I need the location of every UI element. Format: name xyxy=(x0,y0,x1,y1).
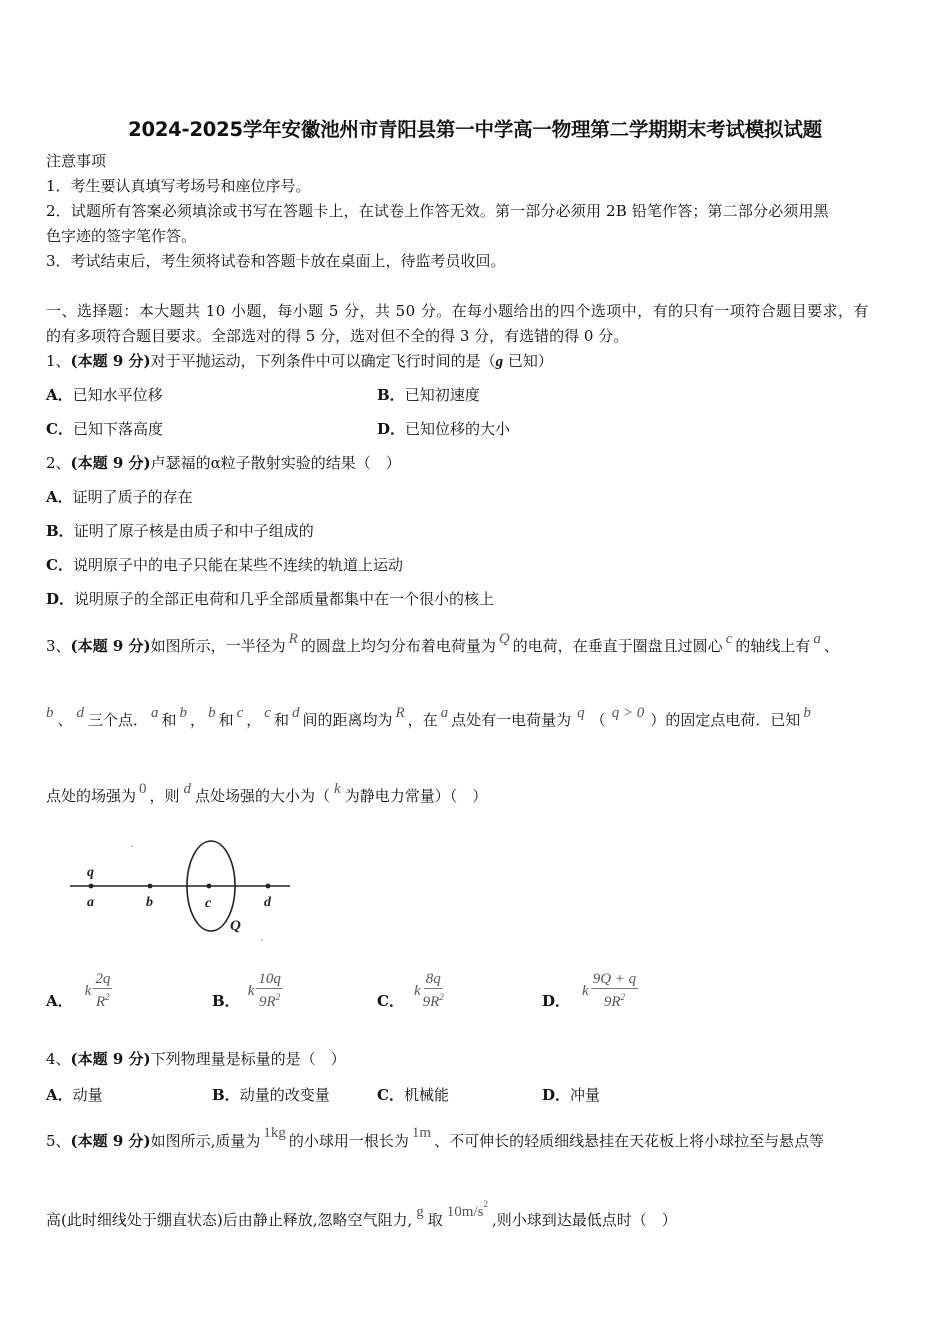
question-number: 4、 xyxy=(46,1050,71,1068)
numerator: 8q xyxy=(425,971,441,987)
option-c[interactable] xyxy=(46,419,163,439)
option-key: D． xyxy=(542,992,571,1010)
math-symbol: Q xyxy=(498,631,510,647)
math-symbol: R xyxy=(395,705,405,721)
question-tag: (本题 9 分) xyxy=(70,454,151,472)
section-intro: 一、选择题：本大题共 10 小题，每小题 5 分，共 50 分。在每小题给出的四个选项中，有的只有一项符合题目要求，有 xyxy=(46,302,869,320)
question-5 xyxy=(46,1125,825,1152)
question-3 xyxy=(46,631,839,657)
notice-item: 2．试题所有答案必须填涂或书写在答题卡上，在试卷上作答无效。第一部分必须用 2B 铅笔作答；第二部分必须用黑 xyxy=(46,202,829,220)
math-symbol: q xyxy=(577,705,585,721)
q3-figure xyxy=(62,832,302,944)
option-key: B． xyxy=(212,992,240,1010)
option-key: B． xyxy=(46,522,74,540)
question-number: 3、 xyxy=(46,637,71,655)
option-key: A． xyxy=(46,488,73,506)
option-key: A． xyxy=(46,386,73,404)
question-2 xyxy=(46,453,401,473)
label-q: q xyxy=(87,865,94,880)
option-b[interactable] xyxy=(46,521,314,541)
option-a[interactable] xyxy=(46,966,112,1016)
question-text: ,则小球到达最低点时（ ） xyxy=(491,1211,677,1229)
notice-heading: 注意事项 xyxy=(46,152,107,170)
question-text: 的电荷，在垂直于圈盘且过圆心 xyxy=(512,637,723,655)
option-key: C． xyxy=(377,992,404,1010)
option-key: B． xyxy=(377,386,405,404)
point-d-dot xyxy=(266,884,271,889)
option-text: 已知水平位移 xyxy=(72,386,163,404)
question-text: 高(此时细线处于绷直状态)后由静止释放,忽略空气阻力, xyxy=(46,1211,413,1229)
math-quantity: 1m xyxy=(411,1125,432,1141)
question-text: 点处有一电荷量为 xyxy=(451,711,572,729)
formula-fraction xyxy=(591,971,638,1011)
math-symbol: k xyxy=(84,983,92,999)
math-symbol: a xyxy=(813,631,821,647)
denominator xyxy=(96,989,110,1011)
exponent: 2 xyxy=(105,992,110,1002)
option-a[interactable] xyxy=(46,385,163,405)
option-c[interactable] xyxy=(46,555,403,575)
point-b-dot xyxy=(148,884,153,889)
question-text: 三个点． xyxy=(88,711,149,729)
math-symbol: c xyxy=(725,631,733,647)
math-symbol: 0 xyxy=(139,781,147,797)
question-text: （ xyxy=(590,711,606,729)
math-symbol: b xyxy=(179,705,188,721)
option-text: 证明了原子核是由质子和中子组成的 xyxy=(73,522,314,540)
section-intro: 的有多项符合题目要求。全部选对的得 5 分，选对但不全的得 3 分，有选错的得 0 分。 xyxy=(46,327,629,345)
option-a[interactable] xyxy=(46,1085,103,1105)
question-3-line-3 xyxy=(46,781,488,807)
option-text: 证明了质子的存在 xyxy=(72,488,193,506)
question-text: 对于平抛运动，下列条件中可以确定飞行时间的是（ xyxy=(150,352,496,370)
math-symbol: b xyxy=(46,705,54,721)
question-tag: (本题 9 分) xyxy=(70,637,151,655)
question-text: 如图所示,质量为 xyxy=(150,1132,261,1150)
question-tag: (本题 9 分) xyxy=(70,352,151,370)
math-symbol: g xyxy=(416,1204,424,1220)
question-text: 、不可伸长的轻质细线悬挂在天花板上将小球拉至与悬点等 xyxy=(434,1132,825,1150)
option-d[interactable] xyxy=(377,419,510,439)
math-symbol: d xyxy=(291,705,300,721)
math-quantity: 1kg xyxy=(263,1125,286,1141)
option-b[interactable] xyxy=(212,1085,330,1105)
numerator: 10q xyxy=(258,971,281,987)
question-text: 和 xyxy=(218,711,234,729)
notice-item: 色字迹的签字笔作答。 xyxy=(46,227,197,245)
option-key: A． xyxy=(46,1086,73,1104)
question-1 xyxy=(46,351,553,372)
question-text: 的圆盘上均匀分布着电荷量为 xyxy=(300,637,496,655)
question-text: 下列物理量是标量的是（ ） xyxy=(150,1050,346,1068)
question-text: 已知） xyxy=(503,352,553,370)
question-text: 如图所示，一半径为 xyxy=(150,637,286,655)
label-d: d xyxy=(264,895,271,910)
question-text: 的小球用一根长为 xyxy=(288,1132,409,1150)
denominator-base: 9R xyxy=(603,994,621,1010)
question-text: 点处的场强为 xyxy=(46,787,137,805)
question-tag: (本题 9 分) xyxy=(70,1132,151,1150)
option-key: D． xyxy=(46,590,75,608)
option-text: 已知位移的大小 xyxy=(405,420,511,438)
denominator-base: 9R xyxy=(422,994,440,1010)
question-text: 卢瑟福的α粒子散射实验的结果（ ） xyxy=(150,454,401,472)
question-text: 点处场强的大小为（ xyxy=(195,787,331,805)
math-symbol: R xyxy=(288,631,298,647)
denominator xyxy=(259,989,280,1011)
math-symbol: d xyxy=(183,781,192,797)
math-symbol: a xyxy=(151,705,159,721)
speck xyxy=(261,939,263,941)
option-c[interactable] xyxy=(377,966,444,1016)
question-text: ）的固定点电荷．已知 xyxy=(650,711,801,729)
exponent: 2 xyxy=(620,992,625,1002)
question-5-line-2 xyxy=(46,1199,677,1231)
formula-fraction xyxy=(423,971,444,1011)
option-d[interactable] xyxy=(542,1085,600,1105)
question-number: 1、 xyxy=(46,352,71,370)
notice-item: 3．考试结束后，考生须将试卷和答题卡放在桌面上，待监考员收回。 xyxy=(46,252,506,270)
question-text: 的轴线上有 xyxy=(735,637,811,655)
point-c-dot xyxy=(207,884,212,889)
option-c[interactable] xyxy=(377,1085,449,1105)
question-number: 2、 xyxy=(46,454,71,472)
numerator: 2q xyxy=(95,971,111,987)
option-text: 已知初速度 xyxy=(404,386,480,404)
question-number: 5、 xyxy=(46,1132,71,1150)
denominator-base: R xyxy=(95,994,106,1010)
question-text: ， xyxy=(190,711,206,729)
math-symbol: k xyxy=(582,983,589,999)
math-symbol: d xyxy=(76,705,85,721)
option-key: B． xyxy=(212,1086,240,1104)
formula-fraction xyxy=(93,971,112,1011)
label-a: a xyxy=(87,895,94,910)
math-symbol: c xyxy=(264,705,271,721)
question-text: ，在 xyxy=(407,711,438,729)
question-text: 间的距离均为 xyxy=(302,711,393,729)
option-d[interactable] xyxy=(542,966,638,1016)
label-c: c xyxy=(205,896,212,911)
question-text: 和 xyxy=(161,711,177,729)
option-key: D． xyxy=(377,420,406,438)
option-text: 动量 xyxy=(72,1086,103,1104)
math-symbol: a xyxy=(440,705,449,721)
question-text: ， xyxy=(246,711,262,729)
denominator xyxy=(604,989,625,1011)
formula-fraction xyxy=(256,971,283,1011)
option-text: 冲量 xyxy=(570,1086,601,1104)
notice-item: 1．考生要认真填写考场号和座位序号。 xyxy=(46,177,311,195)
math-symbol: g xyxy=(495,354,504,370)
label-Q: Q xyxy=(230,918,241,934)
exponent: 2 xyxy=(483,1199,488,1209)
speck xyxy=(131,845,133,847)
math-symbol: c xyxy=(236,705,244,721)
numerator: 9Q + q xyxy=(592,971,637,987)
question-text: 、 xyxy=(823,637,839,655)
math-expression: q > 0 xyxy=(611,705,645,721)
option-key: D． xyxy=(542,1086,571,1104)
question-4 xyxy=(46,1049,346,1069)
math-symbol: b xyxy=(208,705,216,721)
option-d[interactable] xyxy=(46,589,494,609)
question-text: 为静电力常量）（ ） xyxy=(344,787,488,805)
exponent: 2 xyxy=(439,992,444,1002)
math-symbol: b xyxy=(803,705,811,721)
question-text: 、 xyxy=(57,711,73,729)
point-a-dot xyxy=(89,884,94,889)
option-key: C． xyxy=(377,1086,404,1104)
option-key: C． xyxy=(46,556,73,574)
question-3-line-2 xyxy=(46,705,811,731)
option-b[interactable] xyxy=(212,966,283,1016)
denominator-base: 9R xyxy=(259,994,276,1010)
math-symbol: k xyxy=(247,983,255,999)
option-a[interactable] xyxy=(46,487,193,507)
question-text: 取 xyxy=(427,1211,443,1229)
option-text: 机械能 xyxy=(403,1086,449,1104)
option-b[interactable] xyxy=(377,385,480,405)
page-title: 2024-2025学年安徽池州市青阳县第一中学高一物理第二学期期末考试模拟试题 xyxy=(128,118,822,141)
question-tag: (本题 9 分) xyxy=(70,1050,151,1068)
label-b: b xyxy=(146,895,153,910)
option-text: 动量的改变量 xyxy=(239,1086,330,1104)
question-text: ，则 xyxy=(149,787,180,805)
option-key: C． xyxy=(46,420,73,438)
question-text: 和 xyxy=(273,711,289,729)
option-text: 已知下落高度 xyxy=(72,420,163,438)
option-text: 说明原子的全部正电荷和几乎全部质量都集中在一个很小的核上 xyxy=(74,590,495,608)
math-symbol: k xyxy=(413,983,421,999)
math-symbol: k xyxy=(334,781,341,797)
option-key: A． xyxy=(46,992,73,1010)
math-quantity: 10m/s xyxy=(446,1204,484,1220)
exponent: 2 xyxy=(275,992,281,1002)
denominator xyxy=(423,989,444,1011)
option-text: 说明原子中的电子只能在某些不连续的轨道上运动 xyxy=(72,556,403,574)
